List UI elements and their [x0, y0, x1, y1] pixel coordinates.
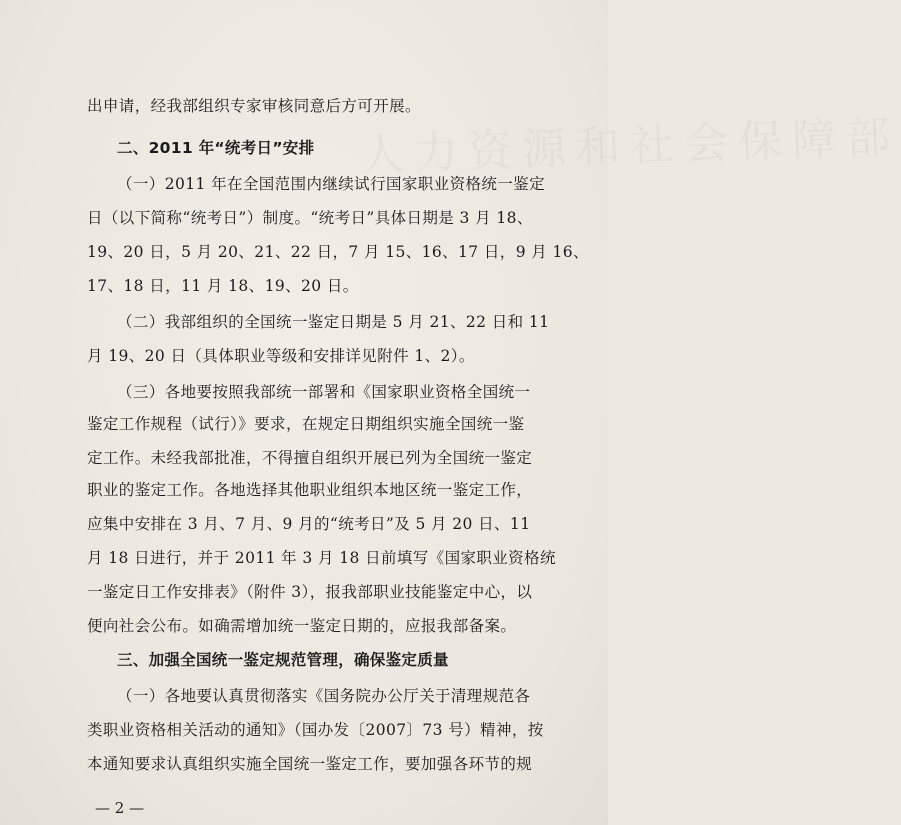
- section-heading: 三、加强全国统一鉴定规范管理，确保鉴定质量: [117, 651, 449, 669]
- text-line: 便向社会公布。如确需增加统一鉴定日期的，应报我部备案。: [87, 617, 517, 635]
- text-line: 17、18 日，11 月 18、19、20 日。: [87, 277, 359, 295]
- text-line: （一）各地要认真贯彻落实《国务院办公厅关于清理规范各: [117, 687, 531, 705]
- text-line: 出申请，经我部组织专家审核同意后方可开展。: [87, 97, 421, 115]
- text-line: 19、20 日，5 月 20、21、22 日，7 月 15、16、17 日，9 月 16、: [87, 243, 589, 261]
- text-line: （三）各地要按照我部统一部署和《国家职业资格全国统一: [117, 383, 531, 401]
- watermark: 人力资源和社会保障部: [359, 111, 901, 182]
- text-line: 类职业资格相关活动的通知》（国办发〔2007〕73 号）精神，按: [87, 721, 544, 739]
- section-heading: 二、2011 年“统考日”安排: [117, 139, 315, 157]
- text-line: 鉴定工作规程（试行）》要求，在规定日期组织实施全国统一鉴: [87, 415, 525, 433]
- text-line: 应集中安排在 3 月、7 月、9 月的“统考日”及 5 月 20 日、11: [87, 515, 531, 533]
- text-line: 月 19、20 日（具体职业等级和安排详见附件 1、2）。: [87, 347, 475, 365]
- text-line: 日（以下简称“统考日”）制度。“统考日”具体日期是 3 月 18、: [87, 209, 533, 227]
- text-line: 定工作。未经我部批准，不得擅自组织开展已列为全国统一鉴定: [87, 449, 533, 467]
- text-line: 职业的鉴定工作。各地选择其他职业组织本地区统一鉴定工作，: [87, 481, 533, 499]
- text-line: （一）2011 年在全国范围内继续试行国家职业资格统一鉴定: [117, 175, 545, 193]
- text-line: 一鉴定日工作安排表》（附件 3），报我部职业技能鉴定中心，以: [87, 583, 533, 601]
- text-line: 本通知要求认真组织实施全国统一鉴定工作，要加强各环节的规: [87, 755, 533, 773]
- text-line: 月 18 日进行，并于 2011 年 3 月 18 日前填写《国家职业资格统: [87, 549, 556, 567]
- text-line: （二）我部组织的全国统一鉴定日期是 5 月 21、22 日和 11: [117, 313, 550, 331]
- page-number: — 2 —: [95, 799, 145, 817]
